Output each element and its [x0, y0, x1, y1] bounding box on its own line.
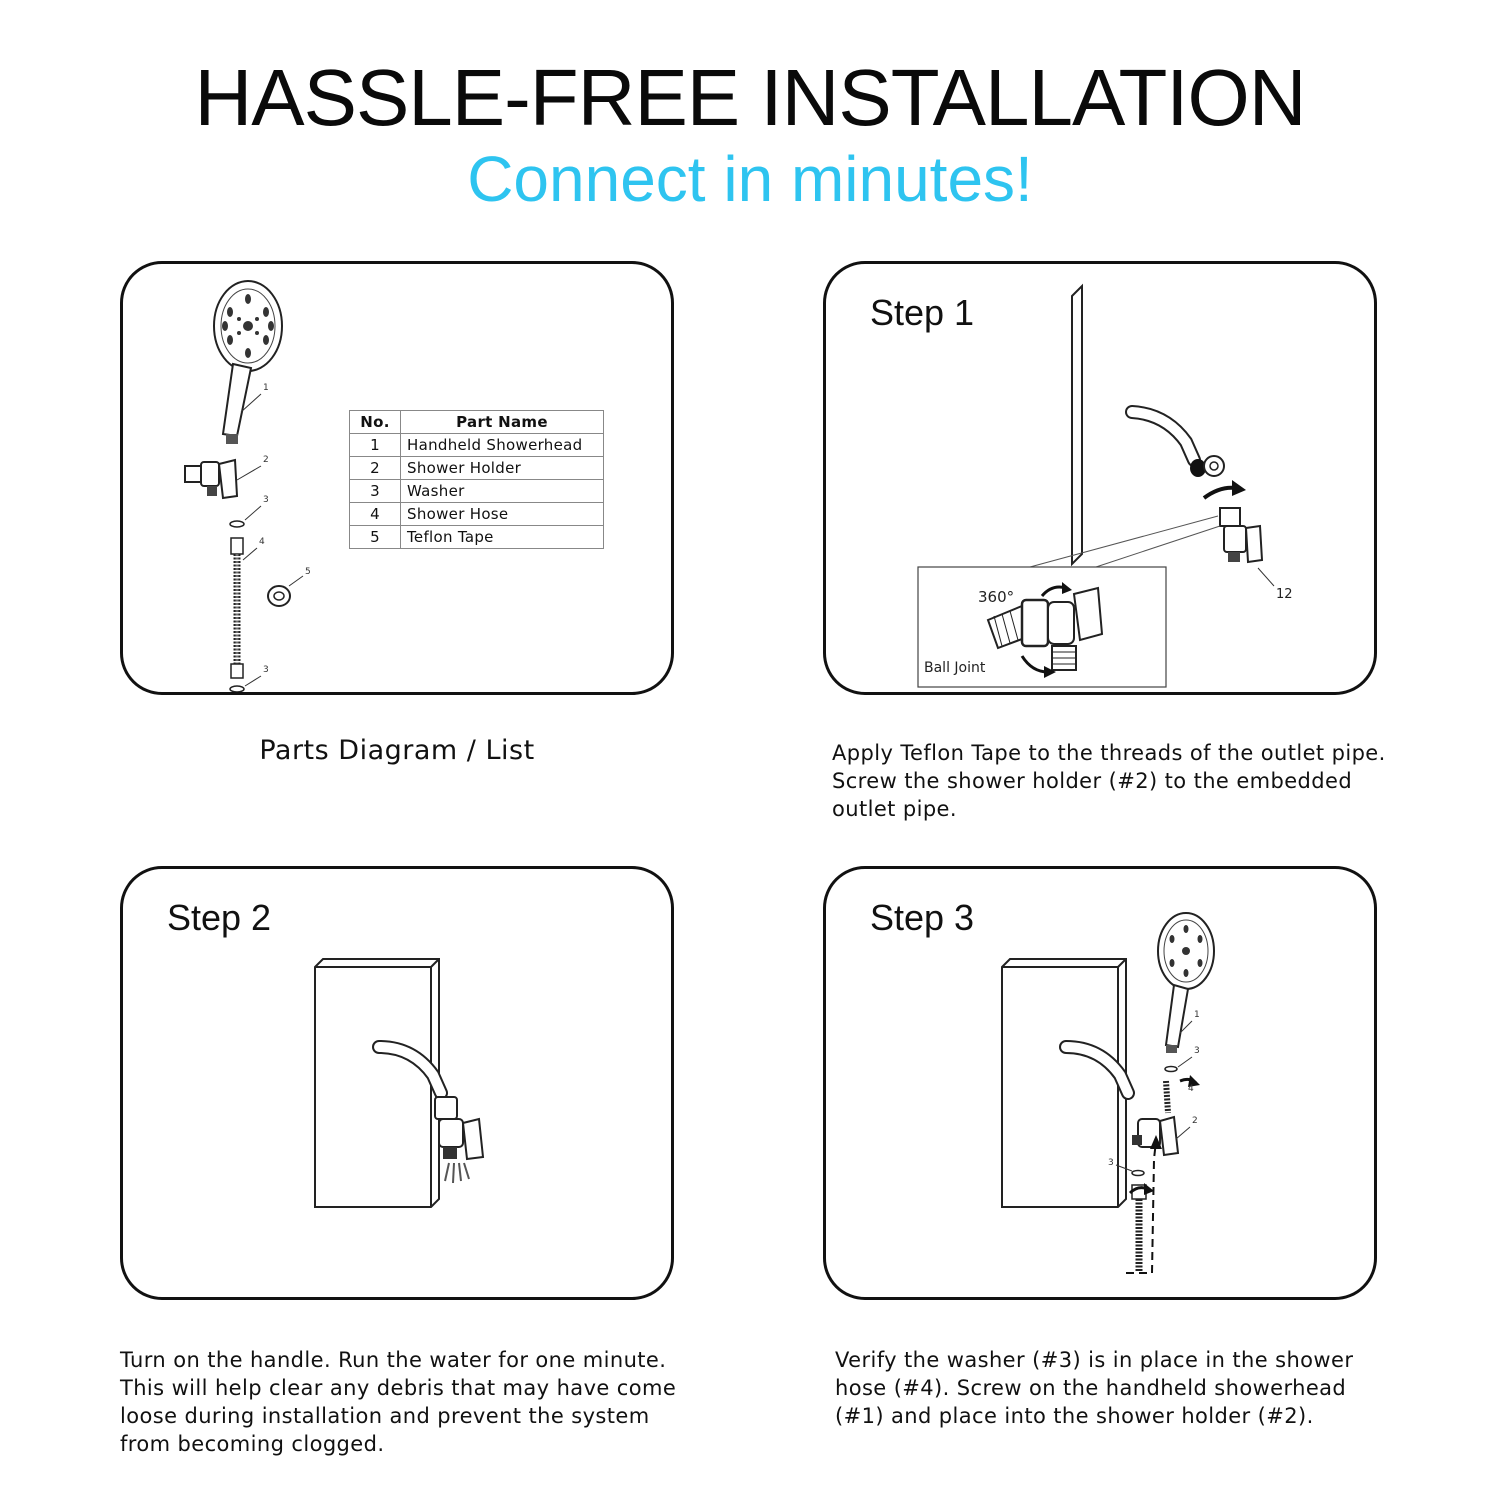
cell-name: Washer [401, 480, 604, 503]
cell-no: 3 [350, 480, 401, 503]
callout-5: 5 [305, 567, 311, 577]
callout-1: 1 [1194, 1010, 1200, 1020]
wall-icon [1072, 286, 1082, 564]
cell-name: Shower Hose [401, 503, 604, 526]
page-subtitle: Connect in minutes! [467, 143, 1033, 215]
step2-illustration [123, 869, 674, 1300]
parts-diagram-panel [120, 261, 674, 695]
step1-caption: Apply Teflon Tape to the threads of the outlet pipe. Screw the shower holder (#2) to the embedded outlet pipe. [832, 741, 1386, 821]
water-spray-icon [445, 1163, 469, 1183]
column-header-no: No. [350, 411, 401, 434]
callout-2: 2 [263, 455, 269, 465]
column-header-part-name: Part Name [401, 411, 604, 434]
cell-no: 1 [350, 434, 401, 457]
callout-3b: 3 [263, 665, 269, 675]
shower-holder-icon [435, 1097, 483, 1159]
teflon-tape-icon [268, 586, 290, 606]
washer-icon [230, 521, 244, 527]
shower-holder-icon [185, 460, 237, 498]
wall-icon [315, 959, 439, 1207]
table-row [350, 480, 604, 503]
callout-3: 3 [263, 495, 269, 505]
shower-holder-icon [1220, 508, 1262, 562]
table-header-row [350, 411, 604, 434]
callout-4: 4 [1188, 1084, 1194, 1094]
handheld-showerhead-icon [214, 281, 282, 444]
handheld-showerhead-icon [1158, 913, 1214, 1053]
table-row [350, 526, 604, 549]
step1-label: Step 1 [870, 292, 975, 333]
callout-3b: 3 [1108, 1158, 1114, 1168]
step3-panel [823, 866, 1377, 1300]
callout-3: 3 [1194, 1046, 1200, 1056]
wall-icon [1002, 959, 1126, 1207]
step3-illustration [826, 869, 1377, 1300]
step1-illustration [826, 264, 1377, 695]
shower-hose-icon [231, 538, 243, 678]
step2-caption: Turn on the handle. Run the water for one minute. This will help clear any debris that may have come loose during installation and prevent the system from becoming clogged. [120, 1348, 677, 1456]
hose-end-icon [1166, 1081, 1168, 1113]
washer-icon [230, 686, 244, 692]
step3-label: Step 3 [870, 897, 975, 938]
cell-no: 4 [350, 503, 401, 526]
cell-name: Teflon Tape [401, 526, 604, 549]
angle-label: 360° [978, 588, 1015, 606]
table-row [350, 434, 604, 457]
callout-1: 1 [263, 383, 269, 393]
table-row [350, 503, 604, 526]
callout-2: 2 [1192, 1116, 1198, 1126]
cell-no: 2 [350, 457, 401, 480]
ball-joint-label: Ball Joint [924, 660, 986, 676]
washer-icon [1132, 1171, 1144, 1176]
cell-name: Shower Holder [401, 457, 604, 480]
callout-4: 4 [259, 537, 265, 547]
parts-caption: Parts Diagram / List [259, 735, 535, 766]
step2-label: Step 2 [167, 897, 272, 938]
page-title: HASSLE-FREE INSTALLATION [194, 53, 1306, 142]
step3-caption: Verify the washer (#3) is in place in the shower hose (#4). Screw on the handheld showerhead (#1) and place into the shower holder (#2). [835, 1348, 1354, 1428]
cell-no: 5 [350, 526, 401, 549]
step1-panel [823, 261, 1377, 695]
rotate-arrow-icon [1204, 488, 1236, 498]
insertion-path-arrow [1152, 1141, 1156, 1273]
step2-panel [120, 866, 674, 1300]
callout-12: 12 [1276, 587, 1293, 602]
parts-table [349, 410, 604, 549]
table-row [350, 457, 604, 480]
washer-icon [1165, 1067, 1177, 1072]
cell-name: Handheld Showerhead [401, 434, 604, 457]
